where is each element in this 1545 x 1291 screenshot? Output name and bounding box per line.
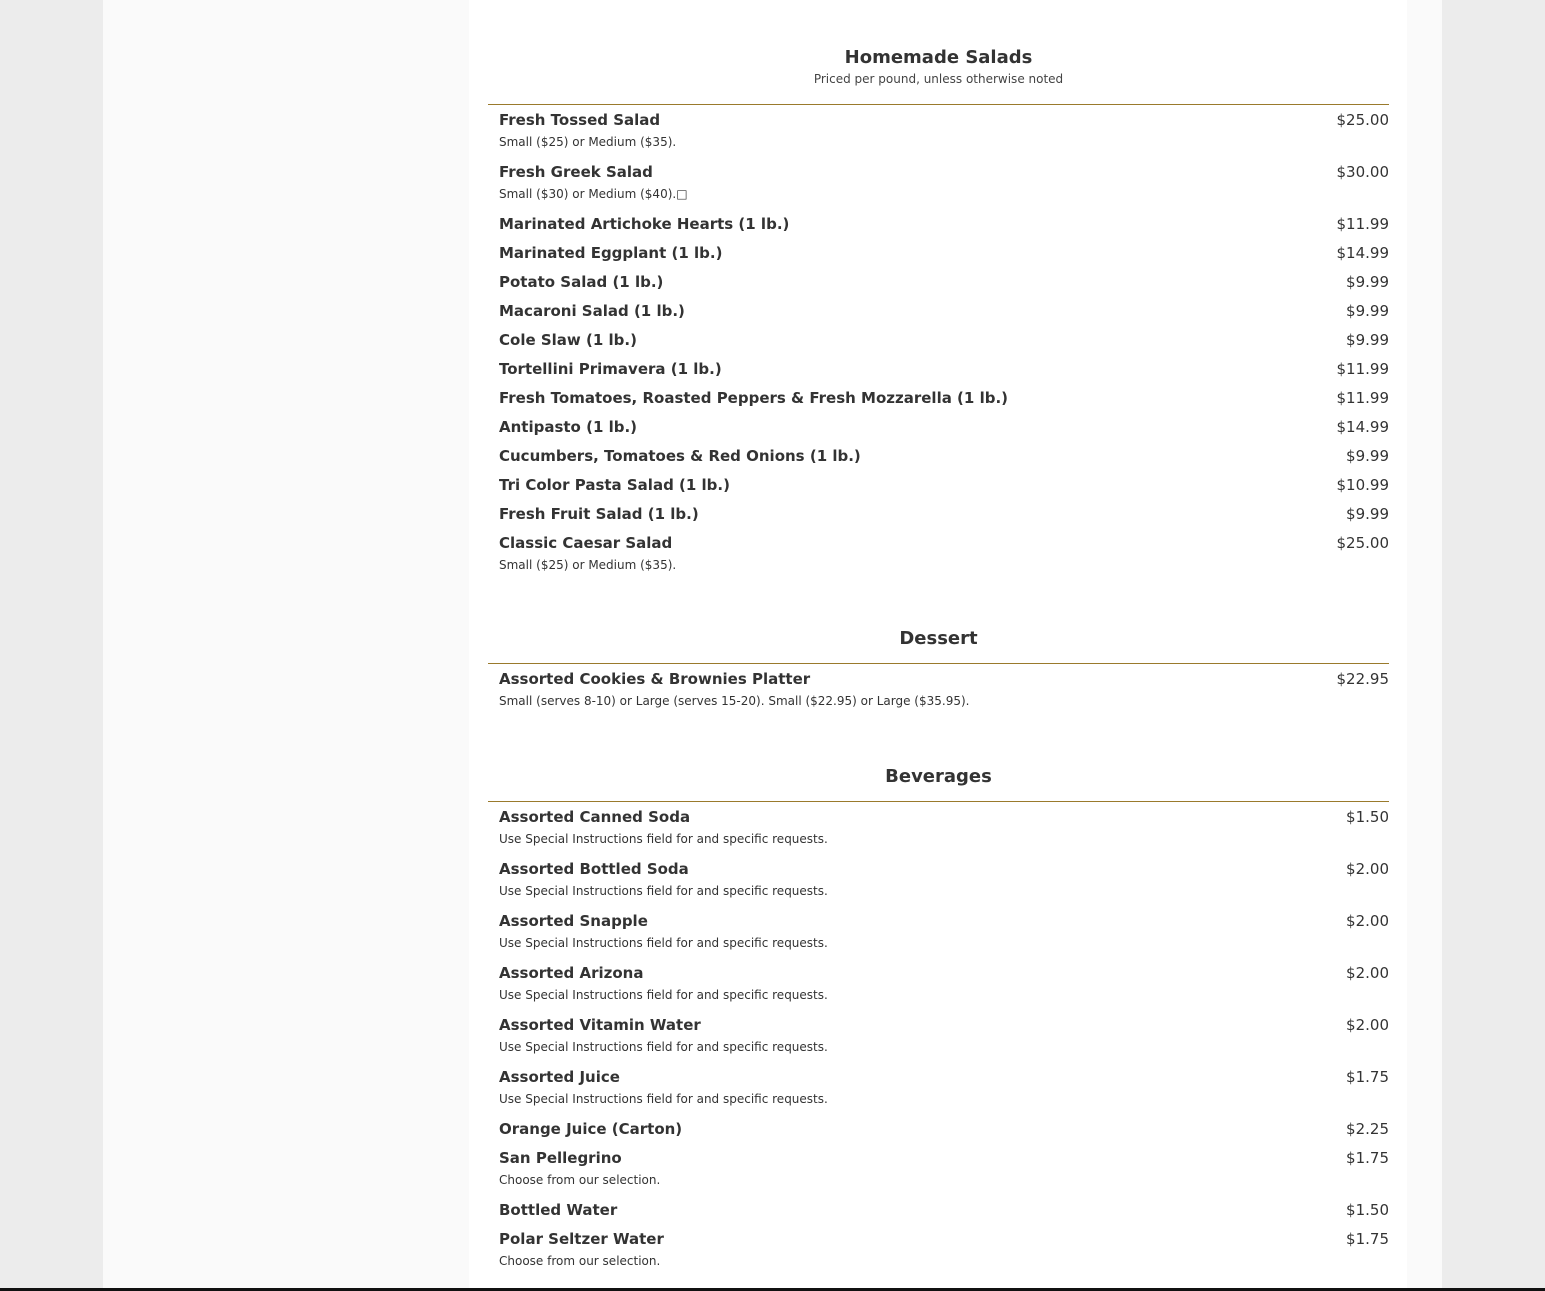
item-price: $22.95 — [1336, 670, 1389, 688]
page-frame — [103, 0, 1442, 1288]
item-name: Tri Color Pasta Salad (1 lb.) — [499, 476, 730, 494]
item-price: $11.99 — [1336, 215, 1389, 233]
menu-item-fresh-greek-salad[interactable] — [488, 161, 1389, 213]
item-name: Cucumbers, Tomatoes & Red Onions (1 lb.) — [499, 447, 861, 465]
item-name: Assorted Bottled Soda — [499, 860, 689, 878]
item-description: Use Special Instructions field for and specific requests. — [499, 936, 828, 950]
menu-item-assorted-snapple[interactable] — [488, 910, 1389, 962]
menu-item-marinated-artichoke-hearts-1-lb[interactable] — [488, 213, 1389, 242]
section-title: Dessert — [899, 628, 978, 649]
item-description: Small (serves 8-10) or Large (serves 15-20). Small ($22.95) or Large ($35.95). — [499, 694, 970, 708]
item-name: Fresh Fruit Salad (1 lb.) — [499, 505, 699, 523]
item-price: $25.00 — [1336, 534, 1389, 552]
menu-item-assorted-arizona[interactable] — [488, 962, 1389, 1014]
item-price: $1.50 — [1346, 1201, 1389, 1219]
menu-item-bottled-water[interactable] — [488, 1199, 1389, 1228]
item-description: Small ($25) or Medium ($35). — [499, 135, 677, 149]
section-homemade-salads — [488, 46, 1389, 584]
item-price: $10.99 — [1336, 476, 1389, 494]
item-price: $2.00 — [1346, 912, 1389, 930]
item-price: $1.75 — [1346, 1068, 1389, 1086]
item-price: $9.99 — [1346, 447, 1389, 465]
menu-item-assorted-vitamin-water[interactable] — [488, 1014, 1389, 1066]
item-description: Small ($25) or Medium ($35). — [499, 558, 677, 572]
item-price: $9.99 — [1346, 273, 1389, 291]
item-name: Polar Seltzer Water — [499, 1230, 664, 1248]
item-description: Use Special Instructions field for and specific requests. — [499, 884, 828, 898]
menu-item-assorted-canned-soda[interactable] — [488, 802, 1389, 858]
item-price: $2.25 — [1346, 1120, 1389, 1138]
item-price: $14.99 — [1336, 244, 1389, 262]
item-price: $11.99 — [1336, 389, 1389, 407]
item-name: Assorted Vitamin Water — [499, 1016, 701, 1034]
menu-item-tortellini-primavera-1-lb[interactable] — [488, 358, 1389, 387]
item-name: Fresh Tomatoes, Roasted Peppers & Fresh Mozzarella (1 lb.) — [499, 389, 1009, 407]
section-dessert — [488, 627, 1389, 720]
item-price: $25.00 — [1336, 111, 1389, 129]
menu-panel — [469, 0, 1407, 1288]
item-name: San Pellegrino — [499, 1149, 622, 1167]
menu-item-potato-salad-1-lb[interactable] — [488, 271, 1389, 300]
item-price: $1.75 — [1346, 1230, 1389, 1248]
item-price: $2.00 — [1346, 964, 1389, 982]
item-name: Bottled Water — [499, 1201, 618, 1219]
item-name: Marinated Artichoke Hearts (1 lb.) — [499, 215, 790, 233]
item-description: Choose from our selection. — [499, 1173, 661, 1187]
menu-item-classic-caesar-salad[interactable] — [488, 532, 1389, 584]
menu-item-assorted-bottled-soda[interactable] — [488, 858, 1389, 910]
item-price: $9.99 — [1346, 505, 1389, 523]
section-note: Priced per pound, unless otherwise noted — [813, 72, 1064, 86]
item-name: Marinated Eggplant (1 lb.) — [499, 244, 723, 262]
item-price: $11.99 — [1336, 360, 1389, 378]
item-price: $9.99 — [1346, 331, 1389, 349]
item-name: Fresh Greek Salad — [499, 163, 653, 181]
menu-item-assorted-juice[interactable] — [488, 1066, 1389, 1118]
item-name: Antipasto (1 lb.) — [499, 418, 638, 436]
item-name: Macaroni Salad (1 lb.) — [499, 302, 685, 320]
item-description: Use Special Instructions field for and specific requests. — [499, 988, 828, 1002]
item-name: Potato Salad (1 lb.) — [499, 273, 664, 291]
item-name: Assorted Canned Soda — [499, 808, 691, 826]
item-description: Choose from our selection. — [499, 1254, 661, 1268]
menu-item-tri-color-pasta-salad-1-lb[interactable] — [488, 474, 1389, 503]
item-name: Fresh Tossed Salad — [499, 111, 661, 129]
item-price: $14.99 — [1336, 418, 1389, 436]
sidebar — [103, 0, 469, 1288]
menu-item-marinated-eggplant-1-lb[interactable] — [488, 242, 1389, 271]
item-description: Use Special Instructions field for and specific requests. — [499, 1092, 828, 1106]
menu-item-antipasto-1-lb[interactable] — [488, 416, 1389, 445]
item-price: $9.99 — [1346, 302, 1389, 320]
item-description: Small ($30) or Medium ($40).□ — [499, 187, 688, 201]
menu-item-cole-slaw-1-lb[interactable] — [488, 329, 1389, 358]
item-price: $1.50 — [1346, 808, 1389, 826]
item-name: Assorted Arizona — [499, 964, 644, 982]
item-name: Orange Juice (Carton) — [499, 1120, 683, 1138]
item-name: Assorted Snapple — [499, 912, 648, 930]
menu-item-fresh-tomatoes-roasted-peppers-fresh-mozzarella-1-lb[interactable] — [488, 387, 1389, 416]
section-title: Homemade Salads — [844, 47, 1033, 68]
item-name: Assorted Juice — [499, 1068, 620, 1086]
item-name: Classic Caesar Salad — [499, 534, 673, 552]
item-price: $1.75 — [1346, 1149, 1389, 1167]
menu-item-fresh-fruit-salad-1-lb[interactable] — [488, 503, 1389, 532]
menu-item-san-pellegrino[interactable] — [488, 1147, 1389, 1199]
item-price: $30.00 — [1336, 163, 1389, 181]
item-name: Cole Slaw (1 lb.) — [499, 331, 637, 349]
menu-item-macaroni-salad-1-lb[interactable] — [488, 300, 1389, 329]
item-price: $2.00 — [1346, 860, 1389, 878]
menu-item-polar-seltzer-water[interactable] — [488, 1228, 1389, 1280]
item-description: Use Special Instructions field for and specific requests. — [499, 1040, 828, 1054]
menu-item-fresh-tossed-salad[interactable] — [488, 105, 1389, 161]
section-beverages — [488, 765, 1389, 1280]
item-name: Assorted Cookies & Brownies Platter — [499, 670, 811, 688]
menu-item-cucumbers-tomatoes-red-onions-1-lb[interactable] — [488, 445, 1389, 474]
menu-item-orange-juice-carton[interactable] — [488, 1118, 1389, 1147]
item-name: Tortellini Primavera (1 lb.) — [499, 360, 722, 378]
item-description: Use Special Instructions field for and specific requests. — [499, 832, 828, 846]
section-title: Beverages — [885, 766, 992, 787]
menu-item-assorted-cookies-brownies-platter[interactable] — [488, 664, 1389, 720]
item-price: $2.00 — [1346, 1016, 1389, 1034]
